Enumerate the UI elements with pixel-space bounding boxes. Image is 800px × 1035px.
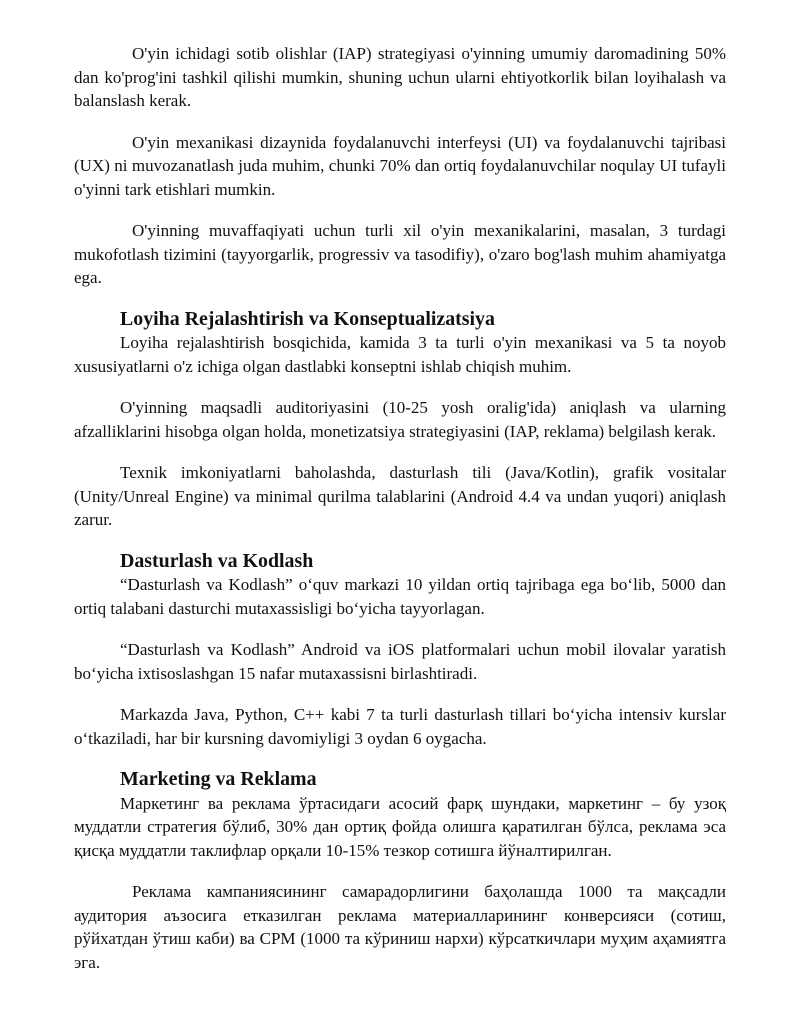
paragraph-target-audience: O'yinning maqsadli auditoriyasini (10-25 yosh oralig'ida) aniqlash va ularning afzalliklarini hisobga olgan holda, monetizatsiya strategiyasini (IAP, reklama) belgilash kerak. <box>74 398 726 441</box>
paragraph-courses: Markazda Java, Python, C++ kabi 7 ta turli dasturlash tillari bo‘yicha intensiv kurslar o‘tkaziladi, har bir kursning davomiyligi 3 oydan 6 oygacha. <box>74 705 726 748</box>
paragraph-training-center: “Dasturlash va Kodlash” o‘quv markazi 10 yildan ortiq tajribaga ega bo‘lib, 5000 dan ortiq talabani dasturchi mutaxassisligi bo‘yicha tayyorlagan. <box>74 575 726 618</box>
document-page <box>74 42 726 992</box>
section-heading-marketing: Marketing va Reklama <box>120 768 317 790</box>
paragraph-game-mechanics: O'yinning muvaffaqiyati uchun turli xil o'yin mexanikalarini, masalan, 3 turdagi mukofotlash tizimini (tayyorgarlik, progressiv va tasodifiy), o'zaro bog'lash muhim ahamiyatga ega. <box>74 221 726 287</box>
paragraph-marketing-vs-advertising: Маркетинг ва реклама ўртасидаги асосий фарқ шундаки, маркетинг – бу узоқ муддатли стратегия бўлиб, 30% дан ортиқ фойда олишга қаратилган бўлса, реклама эса қисқа муддатли таклифлар орқали 10-15% тезкор сотишга йўналтирилган. <box>74 793 726 860</box>
section-heading-planning: Loyiha Rejalashtirish va Konseptualizatsiya <box>120 307 495 330</box>
paragraph-planning-concept: Loyiha rejalashtirish bosqichida, kamida 3 ta turli o'yin mexanikasi va 5 ta noyob xususiyatlarni o'z ichiga olgan dastlabki konseptni ishlab chiqish muhim. <box>74 333 726 376</box>
section-heading-programming: Dasturlash va Kodlash <box>120 549 314 572</box>
paragraph-technical-assessment: Texnik imkoniyatlarni baholashda, dasturlash tili (Java/Kotlin), grafik vositalar (Unity/Unreal Engine) va minimal qurilma talablarini (Android 4.4 va undan yuqori) aniqlash zarur. <box>74 463 726 529</box>
paragraph-mobile-specialists: “Dasturlash va Kodlash” Android va iOS platformalari uchun mobil ilovalar yaratish bo‘yicha ixtisoslashgan 15 nafar mutaxassisni birlashtiradi. <box>74 640 726 683</box>
paragraph-campaign-effectiveness: Реклама кампаниясининг самарадорлигини баҳолашда 1000 та мақсадли аудитория аъзосига етказилган реклама материалларининг конверсияси (сотиш, рўйхатдан ўтиш каби) ва CPM (1000 та кўриниш нархи) кўрсаткичлари муҳим аҳамиятга эга. <box>74 882 726 972</box>
paragraph-ui-ux-balance: O'yin mexanikasi dizaynida foydalanuvchi interfeysi (UI) va foydalanuvchi tajribasi (UX) ni muvozanatlash juda muhim, chunki 70% dan ortiq foydalanuvchilar noqulay UI tufayli o'yinni tark etishlari mumkin. <box>74 132 726 199</box>
paragraph-iap-strategy: O'yin ichidagi sotib olishlar (IAP) strategiyasi o'yinning umumiy daromadining 50% dan ko'prog'ini tashkil qilishi mumkin, shuning uchun ularni ehtiyotkorlik bilan loyihalash va balanslash kerak. <box>74 44 726 110</box>
